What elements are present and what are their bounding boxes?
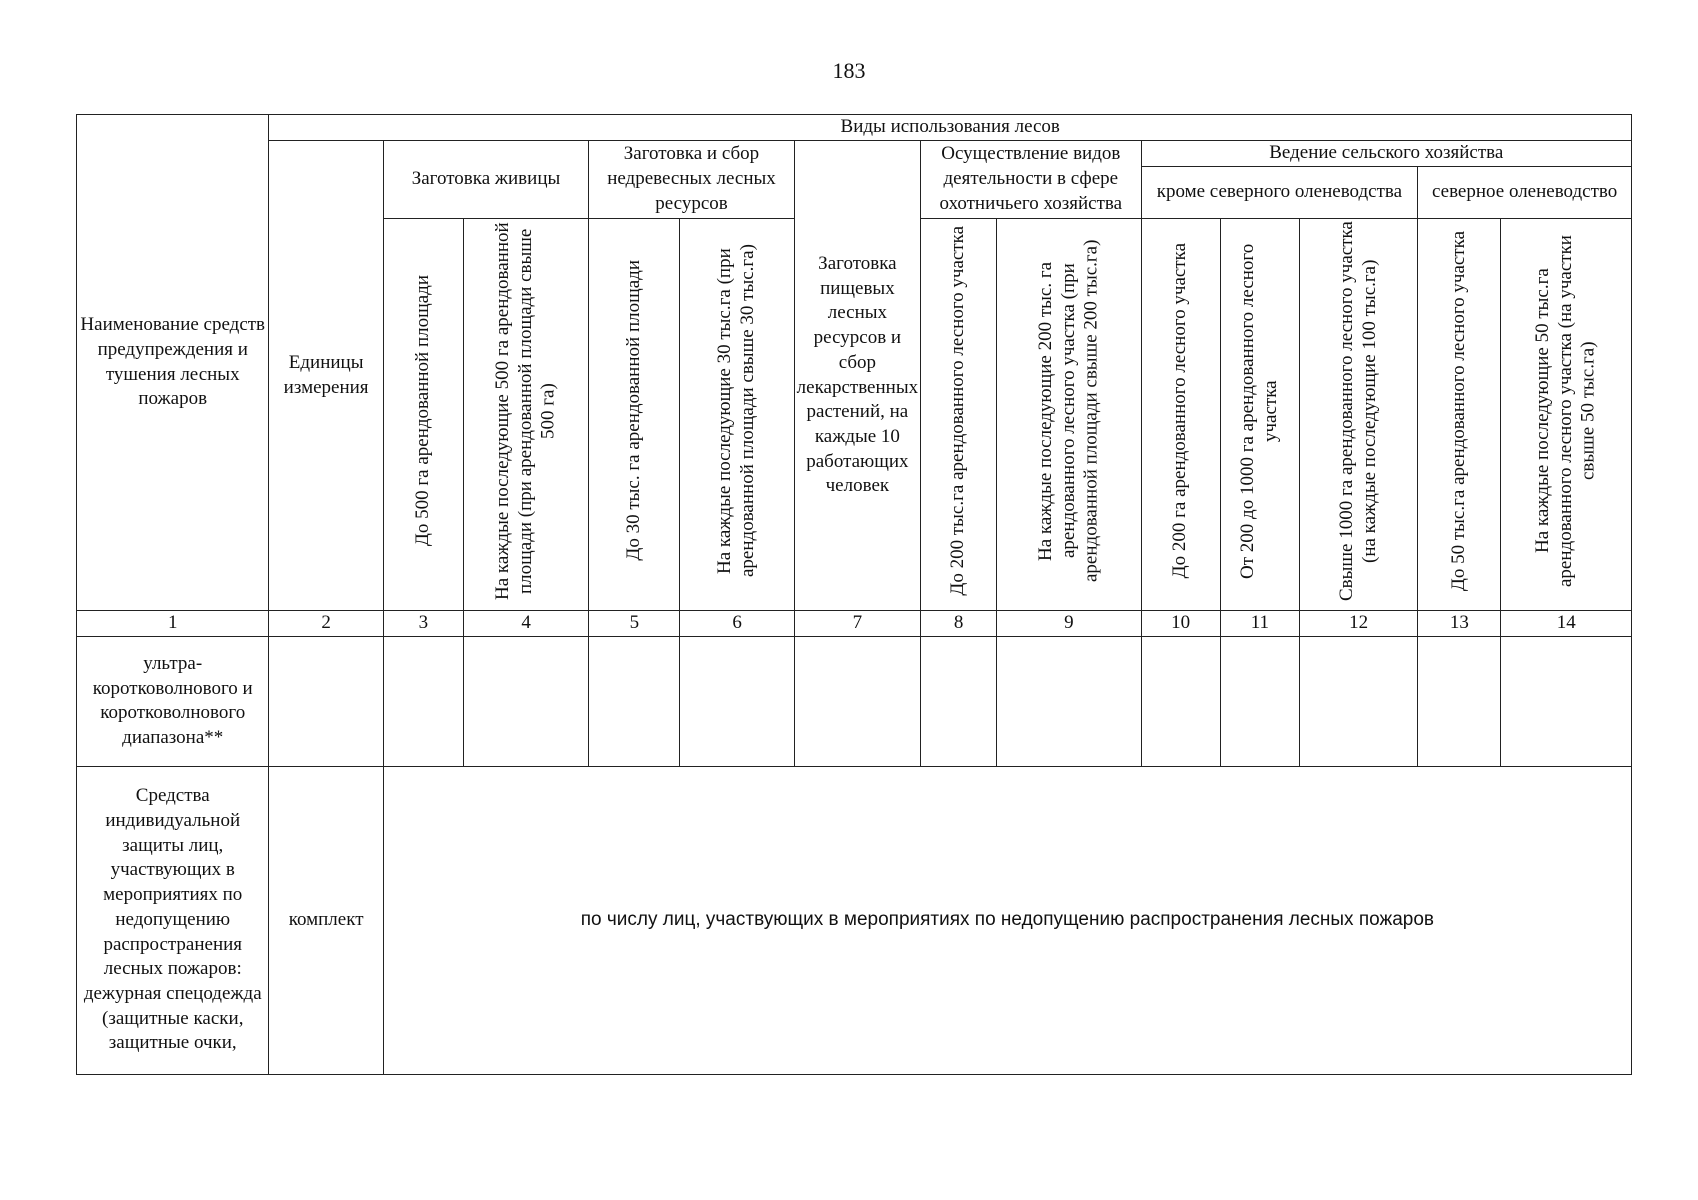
subheader-c11: От 200 до 1000 га арендованного лесного участка xyxy=(1220,219,1299,611)
subheader-c13: До 50 тыс.га арендованного лесного участка xyxy=(1418,219,1501,611)
header-pishchevye: Заготовка пищевых лесных ресурсов и сбор лекарственных растений, на каждые 10 работающих человек xyxy=(794,141,920,611)
header-severnoe: северное оленеводство xyxy=(1418,167,1632,219)
column-number: 13 xyxy=(1418,611,1501,637)
header-unit-column: Единицы измерения xyxy=(269,141,383,611)
column-number: 7 xyxy=(794,611,920,637)
subheader-c5: До 30 тыс. га арендованной площади xyxy=(589,219,680,611)
row-radio-name: ультра-коротковолнового и коротковолнового диапазона** xyxy=(77,636,269,766)
page-number: 183 xyxy=(832,58,866,83)
row-ppe-name: Средства индивидуальной защиты лиц, участвующих в мероприятиях по недопущению распространения лесных пожаров: дежурная спецодежда (защитные каски, защитные очки, xyxy=(77,766,269,1074)
header-krome-severnogo: кроме северного оленеводства xyxy=(1141,167,1418,219)
table-cell xyxy=(269,636,383,766)
table-cell xyxy=(383,636,463,766)
table-cell xyxy=(997,636,1141,766)
table-cell xyxy=(1220,636,1299,766)
subheader-c3: До 500 га арендованной площади xyxy=(383,219,463,611)
subheader-c14: На каждые последующие 50 тыс.га арендованного лесного участка (на участки свыше 50 тыс.га) xyxy=(1501,219,1632,611)
table-cell xyxy=(1418,636,1501,766)
column-number: 12 xyxy=(1299,611,1417,637)
subheader-c10: До 200 га арендованного лесного участка xyxy=(1141,219,1220,611)
column-number: 14 xyxy=(1501,611,1632,637)
column-number: 3 xyxy=(383,611,463,637)
subheader-c12: Свыше 1000 га арендованного лесного участка (на каждые последующие 100 тыс.га) xyxy=(1299,219,1417,611)
header-nedrevesnye: Заготовка и сбор недревесных лесных ресурсов xyxy=(589,141,795,219)
column-number: 11 xyxy=(1220,611,1299,637)
table-cell xyxy=(921,636,997,766)
table-cell xyxy=(589,636,680,766)
subheader-c8: До 200 тыс.га арендованного лесного участка xyxy=(921,219,997,611)
subheader-c9: На каждые последующие 200 тыс. га арендованного лесного участка (при арендованной площади свыше 200 тыс.га) xyxy=(997,219,1141,611)
column-number: 10 xyxy=(1141,611,1220,637)
subheader-c4: На каждые последующие 500 га арендованной площади (при арендованной площади свыше 500 га) xyxy=(463,219,588,611)
row-ppe-unit: комплект xyxy=(269,766,383,1074)
table-cell xyxy=(1141,636,1220,766)
header-name-column: Наименование средств предупреждения и тушения лесных пожаров xyxy=(77,115,269,611)
fire-equipment-table xyxy=(76,114,1632,1075)
subheader-c6: На каждые последующие 30 тыс.га (при арендованной площади свыше 30 тыс.га) xyxy=(680,219,794,611)
table-row xyxy=(77,636,1632,766)
column-number: 9 xyxy=(997,611,1141,637)
header-okhota: Осуществление видов деятельности в сфере охотничьего хозяйства xyxy=(921,141,1142,219)
column-number: 2 xyxy=(269,611,383,637)
column-number: 4 xyxy=(463,611,588,637)
header-selskoe: Ведение сельского хозяйства xyxy=(1141,141,1631,167)
column-number: 5 xyxy=(589,611,680,637)
table-cell xyxy=(463,636,588,766)
header-zhivitsa: Заготовка живицы xyxy=(383,141,588,219)
column-number: 1 xyxy=(77,611,269,637)
table-cell xyxy=(794,636,920,766)
table-cell xyxy=(1299,636,1417,766)
column-number: 8 xyxy=(921,611,997,637)
header-forest-use-types: Виды использования лесов xyxy=(269,115,1632,141)
table-row xyxy=(77,766,1632,1074)
column-numbers-row xyxy=(77,611,1632,637)
table-cell xyxy=(680,636,794,766)
row-ppe-value: по числу лиц, участвующих в мероприятиях по недопущению распространения лесных пожаров xyxy=(383,766,1631,1074)
column-number: 6 xyxy=(680,611,794,637)
table-cell xyxy=(1501,636,1632,766)
